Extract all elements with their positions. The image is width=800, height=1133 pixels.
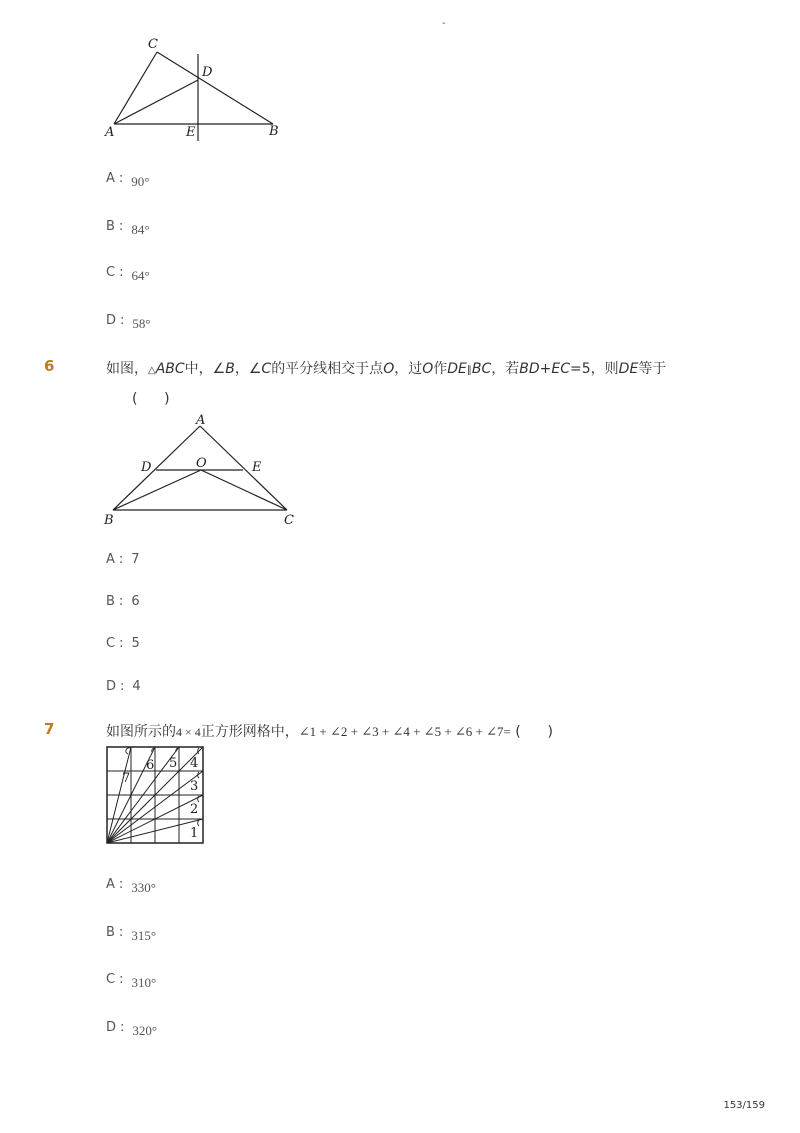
q5-option-d[interactable]: D : 58°	[106, 313, 151, 331]
option-text: 320°	[132, 1023, 158, 1038]
q7-option-c[interactable]: C : 310°	[106, 972, 157, 990]
option-text: 4	[132, 679, 141, 694]
q5-figure	[100, 34, 290, 146]
q5-label-e: E	[186, 125, 196, 140]
option-letter: A	[106, 552, 115, 567]
q6-label-d: D	[141, 460, 152, 475]
q6-label-b: B	[104, 513, 114, 528]
option-letter: C	[106, 636, 116, 651]
q6-label-c: C	[284, 513, 294, 528]
q7-option-a[interactable]: A : 330°	[106, 877, 156, 895]
q6-segment-bo	[113, 470, 201, 510]
option-letter: D	[106, 1020, 117, 1035]
q5-label-a: A	[105, 125, 115, 140]
option-text: 330°	[131, 880, 156, 895]
option-letter: B	[106, 594, 115, 609]
q6-figure	[100, 412, 300, 528]
option-text: 7	[131, 552, 140, 567]
question-number: 7	[44, 720, 55, 738]
q5-label-d: D	[202, 65, 213, 80]
option-letter: C	[106, 972, 116, 987]
q6-stem: 如图，△ABC中，∠B，∠C的平分线相交于点O，过O作DE∥BC，若BD+EC=5，则DE等于	[106, 361, 667, 377]
option-text: 58°	[132, 316, 151, 331]
option-text: 6	[131, 594, 140, 609]
q7-label-5: 5	[169, 756, 178, 771]
q5-label-c: C	[148, 37, 158, 52]
q7-stem: 如图所示的4 × 4正方形网格中，∠1 + ∠2 + ∠3 + ∠4 + ∠5 + ∠6 + ∠7= ( )	[106, 724, 553, 740]
option-letter: A	[106, 877, 115, 892]
option-text: 310°	[131, 975, 157, 990]
page-number: 153/159	[723, 1100, 765, 1111]
q7-option-b[interactable]: B : 315°	[106, 925, 157, 943]
q5-label-b: B	[269, 124, 279, 139]
q5-option-b[interactable]: B : 84°	[106, 219, 150, 237]
q6-segment-oc	[201, 470, 287, 510]
q7-label-6: 6	[146, 758, 155, 773]
option-letter: B	[106, 925, 115, 940]
q6-label-a: A	[196, 413, 206, 428]
option-letter: D	[106, 313, 117, 328]
q6-label-o: O	[196, 456, 207, 471]
option-letter: A	[106, 171, 115, 186]
q7-label-2: 2	[190, 802, 199, 817]
q5-segment-cb	[157, 52, 273, 124]
q5-option-a[interactable]: A : 90°	[106, 171, 150, 189]
option-text: 64°	[131, 268, 150, 283]
q7-label-4: 4	[190, 756, 199, 771]
option-text: 5	[131, 636, 140, 651]
option-text: 315°	[131, 928, 157, 943]
question-number: 6	[44, 357, 55, 375]
option-text: 84°	[131, 222, 150, 237]
page-top-mark: -	[442, 18, 446, 29]
q7-label-7: 7	[122, 771, 131, 786]
q7-label-1: 1	[190, 826, 199, 841]
q6-option-c[interactable]: C : 5	[106, 636, 140, 651]
option-text: 90°	[131, 174, 150, 189]
q7-label-3: 3	[190, 779, 199, 794]
q5-option-c[interactable]: C : 64°	[106, 265, 150, 283]
q6-segment-ab	[113, 426, 200, 510]
q7-option-d[interactable]: D : 320°	[106, 1020, 158, 1038]
option-letter: C	[106, 265, 116, 280]
q6-option-d[interactable]: D : 4	[106, 679, 141, 694]
q6-label-e: E	[252, 460, 262, 475]
q6-option-a[interactable]: A : 7	[106, 552, 140, 567]
q6-option-b[interactable]: B : 6	[106, 594, 140, 609]
answer-paren: ( )	[132, 391, 170, 407]
option-letter: D	[106, 679, 117, 694]
q6-segment-ac	[200, 426, 287, 510]
q7-figure	[106, 746, 206, 844]
option-letter: B	[106, 219, 115, 234]
